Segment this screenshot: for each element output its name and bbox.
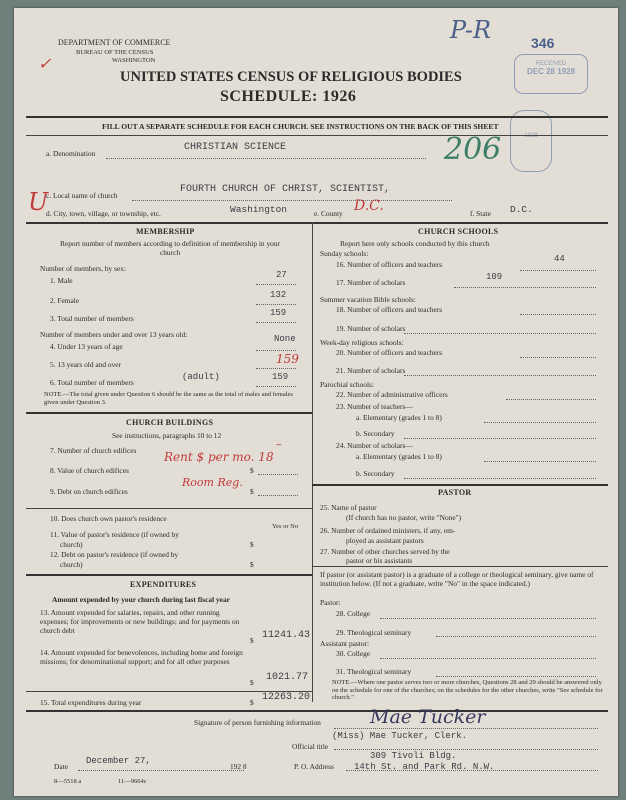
pastor-label: Pastor: — [320, 598, 341, 607]
instruction-banner: FILL OUT A SEPARATE SCHEDULE FOR EACH CHURCH. SEE INSTRUCTIONS ON THE BACK OF THIS SHEET — [102, 122, 499, 131]
schools-heading: CHURCH SCHOOLS — [418, 227, 499, 236]
total-six-value: 159 — [272, 372, 289, 382]
summer-schools-label: Summer vacation Bible schools: — [320, 295, 416, 304]
dept-line: DEPARTMENT OF COMMERCE — [58, 38, 171, 47]
benevolences-label: 14. Amount expended for benevolences, including home and foreign missions; for denominational support; and for all other purposes — [40, 648, 243, 667]
city-value: Washington — [230, 204, 288, 215]
pastor-name-label: 25. Name of pastor — [320, 503, 377, 512]
bureau-line: BUREAU OF THE CENSUS — [76, 49, 154, 56]
census-schedule-sheet: DEPARTMENT OF COMMERCE BUREAU OF THE CENSUS WASHINGTON UNITED STATES CENSUS OF RELIGIOUS BODIES SCHEDULE: 1926 P-R 346 ✓ RECEIVED DEC 28 1928 1928 FILL OUT A SEPARATE SCHEDULE FOR EACH CHURCH. SEE INSTRUCTIONS ON THE BACK OF THIS SHEET 206 a. Denomination CHRISTIAN SCIENCE U c. Local name of church FOURTH CHURCH OF CHRIST, SCIENTIST, d. City, town, village, or township, etc. Washington e. County D.C. f. State D.C. MEMBERSHIP Report number of members according to definition of membership in your church Number of members, by sex: 1. Male 27 2. Female 132 3. Total number of members 159 Number of members under and over 13 years old: 4. Under 13 years of age None 5. 13 years old and over 159 6. Total number of members (adult) 159 NOTE.—The total given under Question 6 should be the same as the total of males and females given under Question 3. CHURCH BUILDINGS See instructions, paragraphs 10 to 12 7. Number of church edifices – 8. Value of church edifices $ Rent $ per mo. 18 9. Debt on church edifices $ Room Reg. 10. Does church own pastor's residence Yes or No 11. Value of pastor's residence (if owned by church) $ 12. Debt on pastor's residence (if owned by church) $ EXPENDITURES Amount expended by your church during last fiscal year 13. Amount expended for salaries, repairs, and other running expenses; for improvements or new buildings; and for payments on church debt $ 11241.43 14. Amount expended for benevolences, including home and foreign missions; for denominational support; and for all other purposes $ 1021.77 15. Total expenditures during year $ 12263.20 CHURCH SCHOOLS Report here only schools conducted by this church Sunday schools: 16. Number of officers and teachers 44 17. Number of scholars 109 Summer vacation Bible schools: 18. Number of officers and teachers 19. Number of scholars Week-day religious schools: 20. Number of officers and teachers 21. Number of scholars Parochial schools: 22. Number of administrative officers 23. Number of teachers— a. Elementary (grades 1 to 8) b. Secondary 24. Number of scholars— a. Elementary (grades 1 to 8) b. Secondary PASTOR 25. Name of pastor (If church has no pastor, write "None") 26. Number of ordained ministers, if any, em- ployed as assistant pastors 27. Number of other churches served by the pastor or his assistants If pastor (or assistant pastor) is a graduate of a college or theological seminary, give name of institution below. (If not a graduate, write "No" in the space indicated.) Pastor: 28. College 29. Theological seminary Assistant pastor: 30. College 31. Theological seminary NOTE.—Where one pastor serves two or more churches, Questions 28 and 29 should be answered only on the schedule for one of the churches; on the schedules for the other churches, write "See schedule for church." Signature of person furnishing information Mae Tucker (Miss) Mae Tucker, Clerk. Official title Date December 27, 192 8 8—5518 a 11—9664c P. O. Address 309 Tivoli Bldg. 14th St. and Park Rd. N.W. — [14, 8, 618, 796]
edifices-count-value: – — [276, 438, 282, 451]
total-expenditures-label: 15. Total expenditures during year — [40, 698, 142, 707]
signature-label: Signature of person furnishing information — [194, 718, 321, 727]
sunday-schools-label: Sunday schools: — [320, 249, 369, 258]
membership-instruction: Report number of members according to definition of membership in your church — [59, 239, 281, 257]
male-label: 1. Male — [50, 276, 73, 285]
edifices-debt-label: 9. Debt on church edifices — [50, 487, 128, 496]
edifices-value-label: 8. Value of church edifices — [50, 466, 129, 475]
church-name-label: c. Local name of church — [46, 191, 118, 200]
county-value: D.C. — [354, 198, 384, 214]
age-groups-label: Number of members under and over 13 years old: — [40, 330, 188, 339]
membership-note: NOTE.—The total given under Question 6 should be the same as the total of males and females given under Question 3. — [44, 391, 293, 406]
pastor-note: NOTE.—Where one pastor serves two or more churches, Questions 28 and 29 should be answered only on the schedule for one of the churches; on the schedules for the other churches, write "See schedule for church." — [332, 679, 603, 702]
sunday-officers-value: 44 — [554, 254, 565, 264]
date-label: Date — [54, 762, 68, 771]
total-expenditures-value: 12263.20 — [262, 692, 311, 703]
church-name-value: FOURTH CHURCH OF CHRIST, SCIENTIST, — [180, 184, 391, 195]
state-value: D.C. — [510, 204, 533, 215]
red-check-mark: ✓ — [38, 54, 52, 73]
parochial-schools-label: Parochial schools: — [320, 380, 374, 389]
total-value: 159 — [270, 308, 287, 318]
received-date-stamp: RECEIVED DEC 28 1928 — [514, 54, 588, 94]
po-address-label: P. O. Address — [294, 762, 334, 771]
signature: Mae Tucker — [370, 706, 486, 728]
city-line: WASHINGTON — [112, 57, 156, 64]
address-line-2: 14th St. and Park Rd. N.W. — [354, 762, 495, 772]
county-label: e. County — [314, 209, 343, 218]
weekday-schools-label: Week-day religious schools: — [320, 338, 404, 347]
yes-or-no-label: Yes or No — [272, 523, 299, 530]
sunday-officers-label: 16. Number of officers and teachers — [336, 260, 443, 269]
date-value: December 27, — [86, 756, 151, 766]
second-date-stamp: 1928 — [510, 110, 552, 172]
pastor-heading: PASTOR — [438, 488, 472, 497]
salaries-label: 13. Amount expended for salaries, repairs, and other running expenses; for improvements or new buildings; and for payments on church debt — [40, 608, 240, 636]
handwritten-code: P-R — [450, 16, 492, 44]
female-value: 132 — [270, 290, 287, 300]
residence-value-label: 11. Value of pastor's residence (if owned by — [50, 530, 179, 539]
adult-annotation: (adult) — [182, 372, 220, 382]
schedule-title: SCHEDULE: 1926 — [220, 88, 357, 105]
over-13-value: 159 — [276, 352, 299, 366]
residence-debt-label: 12. Debt on pastor's residence (if owned by — [50, 550, 179, 559]
print-code: 8—5518 a — [54, 778, 82, 785]
denomination-value: CHRISTIAN SCIENCE — [184, 142, 287, 153]
room-note: Room Reg. — [182, 476, 243, 489]
college-instruction: If pastor (or assistant pastor) is a graduate of a college or theological seminary, give name of institution below. (If not a graduate, write "No" in the space indicated.) — [320, 570, 594, 588]
handwritten-number: 206 — [444, 132, 502, 167]
salaries-value: 11241.43 — [262, 630, 311, 641]
female-label: 2. Female — [50, 296, 80, 305]
year-value: 192 8 — [230, 762, 247, 771]
print-code-2: 11—9664c — [118, 778, 147, 785]
form-number: 346 — [531, 35, 555, 51]
total-label: 3. Total number of members — [50, 314, 134, 323]
official-name: (Miss) Mae Tucker, Clerk. — [332, 731, 468, 741]
schools-instruction: Report here only schools conducted by this church — [340, 239, 490, 248]
sunday-scholars-value: 109 — [486, 272, 503, 282]
benevolences-value: 1021.77 — [266, 672, 309, 683]
edifices-count-label: 7. Number of church edifices — [50, 446, 137, 455]
other-churches-label: 27. Number of other churches served by the — [320, 547, 450, 556]
sunday-scholars-label: 17. Number of scholars — [336, 278, 406, 287]
state-label: f. State — [470, 209, 491, 218]
assistant-pastor-label: Assistant pastor: — [320, 639, 370, 648]
male-value: 27 — [276, 270, 287, 280]
buildings-instruction: See instructions, paragraphs 10 to 12 — [112, 431, 222, 440]
denomination-label: a. Denomination — [46, 149, 96, 158]
address-line-1: 309 Tivoli Bldg. — [370, 751, 457, 761]
ordained-label: 26. Number of ordained ministers, if any, em- — [320, 526, 456, 535]
total-six-label: 6. Total number of members — [50, 378, 134, 387]
membership-heading: MEMBERSHIP — [136, 227, 195, 236]
expenditures-heading: EXPENDITURES — [130, 580, 197, 589]
official-title-label: Official title — [292, 742, 329, 751]
rented-note: Rent $ per mo. 18 — [164, 450, 274, 464]
members-by-sex-label: Number of members, by sex: — [40, 264, 126, 273]
form-title: UNITED STATES CENSUS OF RELIGIOUS BODIES — [120, 69, 462, 85]
red-u-mark: U — [28, 188, 49, 216]
city-label: d. City, town, village, or township, etc. — [46, 209, 161, 218]
over-13-label: 5. 13 years old and over — [50, 360, 122, 369]
under-13-value: None — [274, 334, 296, 344]
residence-own-label: 10. Does church own pastor's residence — [50, 514, 167, 523]
under-13-label: 4. Under 13 years of age — [50, 342, 123, 351]
buildings-heading: CHURCH BUILDINGS — [126, 418, 214, 427]
expenditures-instruction: Amount expended by your church during last fiscal year — [52, 595, 230, 604]
